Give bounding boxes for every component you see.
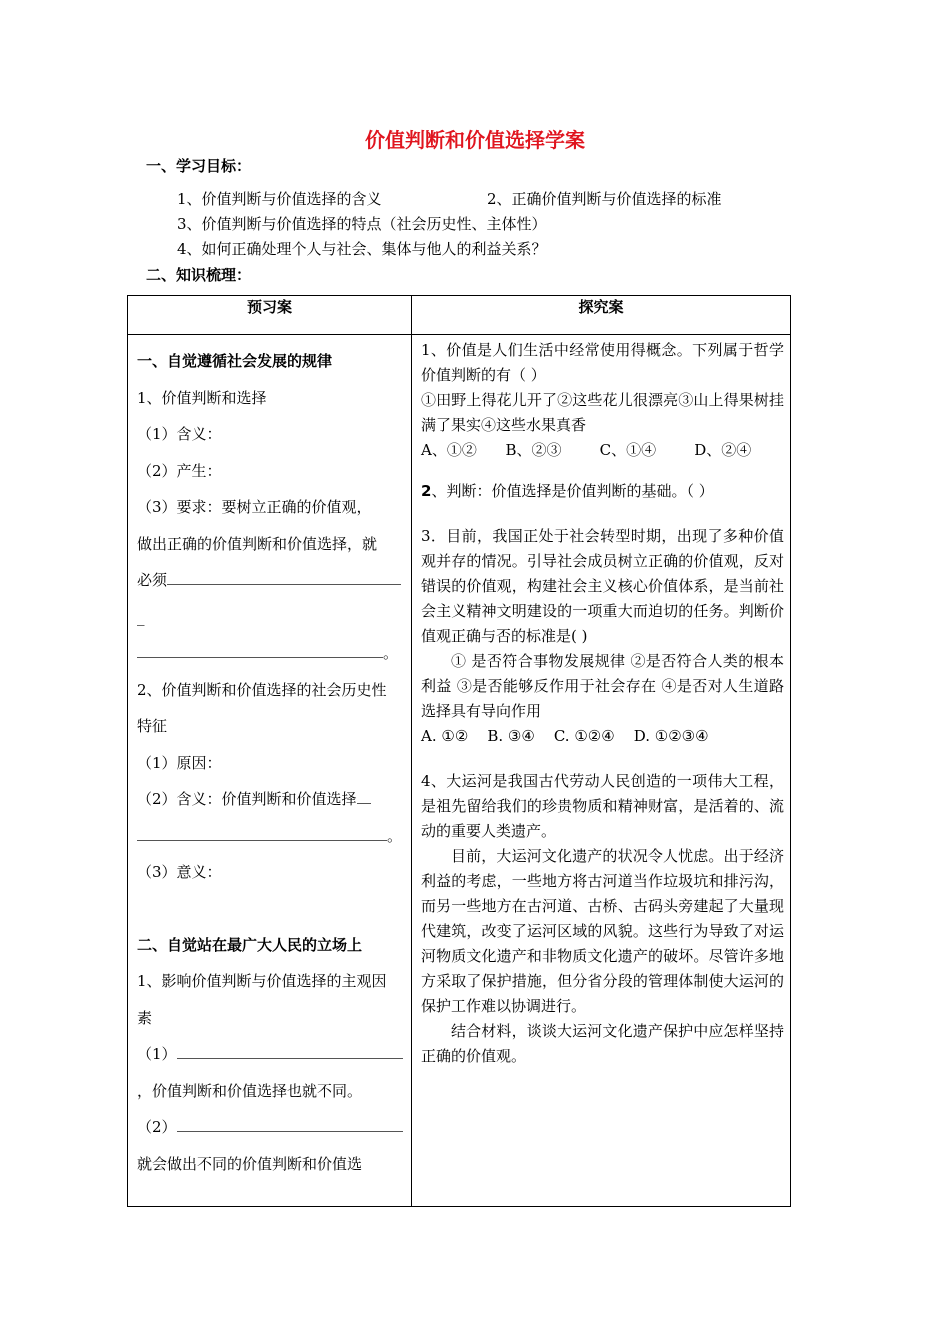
preview-line-with-blank — [137, 1109, 405, 1146]
preview-line: 就会做出不同的价值判断和价值选 — [137, 1154, 363, 1173]
preview-heading-2: 二、自觉站在最广大人民的立场上 — [137, 935, 363, 954]
answer-blank[interactable] — [177, 1040, 403, 1059]
question-3: 3．目前，我国正处于社会转型时期，出现了多种价值观并存的情况。引导社会成员树立正确的价值观，反对错误的价值观，构建社会主义核心价值体系，是当前社会主义精神文明建设的一项重大而迫切的任务。判断价值观正确与否的标准是( ) — [421, 527, 784, 645]
preview-line: 素 — [137, 1008, 153, 1027]
preview-line: 1、价值判断和选择 — [137, 388, 267, 407]
page-title: 价值判断和价值选择学案 — [365, 128, 585, 152]
question-3-items: ① 是否符合事物发展规律 ②是否符合人类的根本利益 ③是否能够反作用于社会存在 ④是否对人生道路选择具有导向作用 — [421, 652, 784, 720]
question-4: 4、大运河是我国古代劳动人民创造的一项伟大工程，是祖先留给我们的珍贵物质和精神财富，是活着的、流动的重要人类遗产。 — [421, 772, 784, 840]
preview-line: （1）原因： — [137, 753, 222, 772]
question-3-options: A. ①② B. ③④ C. ①②④ D. ①②③④ — [421, 727, 709, 745]
explore-column — [412, 335, 791, 1207]
preview-line: （3）要求：要树立正确的价值观， — [137, 498, 372, 516]
preview-line-with-blank — [137, 781, 405, 818]
objective-1: 1、价值判断与价值选择的含义 — [177, 190, 382, 208]
question-2 — [421, 479, 784, 504]
preview-line-text: 。 — [383, 644, 399, 662]
objective-2: 2、正确价值判断与价值选择的标准 — [487, 190, 722, 208]
objective-3: 3、价值判断与价值选择的特点（社会历史性、主体性） — [177, 215, 547, 233]
question-1: 1、价值是人们生活中经常使用得概念。下列属于哲学价值判断的有（ ） — [421, 341, 784, 384]
spacer — [137, 891, 405, 927]
preview-line-text: 。 — [387, 826, 403, 845]
section-knowledge-heading: 二、知识梳理： — [146, 266, 252, 284]
preview-column — [128, 335, 412, 1207]
study-table — [127, 295, 791, 1207]
question-2-number: 2 — [421, 482, 432, 500]
answer-blank[interactable] — [357, 785, 371, 804]
preview-line: （3）意义： — [137, 863, 222, 881]
answer-blank[interactable] — [137, 822, 387, 841]
question-4-material: 目前，大运河文化遗产的状况令人忧虑。出于经济利益的考虑，一些地方将古河道当作垃圾坑和排污沟，而另一些地方在古河道、古桥、古码头旁建起了大量现代建筑，改变了运河区域的风貌。这些行为导致了对运河物质文化遗产和非物质文化遗产的破坏。尽管许多地方采取了保护措施，但分省分段的管理体制使大运河的保护工作难以协调进行。 — [421, 847, 784, 1015]
preview-line: ，价值判断和价值选择也就不同。 — [137, 1081, 363, 1100]
preview-line-with-blank — [137, 562, 405, 599]
spacer — [421, 749, 784, 769]
preview-line-with-blank — [137, 635, 405, 672]
preview-line-with-blank — [137, 818, 405, 855]
answer-blank[interactable] — [137, 639, 383, 658]
preview-line-with-blank — [137, 1036, 405, 1073]
question-1-items: ①田野上得花儿开了②这些花儿很漂亮③山上得果树挂满了果实④这些水果真香 — [421, 391, 784, 434]
preview-line: （1）含义： — [137, 425, 222, 443]
preview-line-text: （1） — [137, 1045, 177, 1063]
preview-line: 特征 — [137, 717, 168, 735]
preview-line-text: 必须 — [137, 571, 168, 589]
preview-line: 1、影响价值判断与价值选择的主观因 — [137, 972, 387, 990]
section-objectives-heading: 一、学习目标： — [146, 157, 252, 175]
preview-line: 2、价值判断和价值选择的社会历史性 — [137, 680, 387, 699]
question-2-text: 、判断：价值选择是价值判断的基础。（ ） — [431, 482, 714, 500]
objective-4: 4、如何正确处理个人与社会、集体与他人的利益关系？ — [177, 240, 547, 258]
preview-line: _ — [137, 607, 145, 626]
col-header-preview: 预习案 — [128, 296, 412, 335]
preview-line-text: （2） — [137, 1118, 177, 1136]
question-1-options: A、①② B、②③ C、①④ D、②④ — [421, 441, 752, 459]
preview-line: （2）产生： — [137, 461, 222, 480]
preview-line: 做出正确的价值判断和价值选择，就 — [137, 534, 378, 553]
question-4-prompt: 结合材料，谈谈大运河文化遗产保护中应怎样坚持正确的价值观。 — [421, 1022, 784, 1065]
answer-blank[interactable] — [167, 566, 401, 585]
answer-blank[interactable] — [177, 1113, 403, 1132]
preview-heading-1: 一、自觉遵循社会发展的规律 — [137, 352, 333, 370]
col-header-explore: 探究案 — [412, 296, 791, 335]
preview-line-text: （2）含义：价值判断和价值选择 — [137, 790, 357, 808]
spacer — [421, 504, 784, 524]
